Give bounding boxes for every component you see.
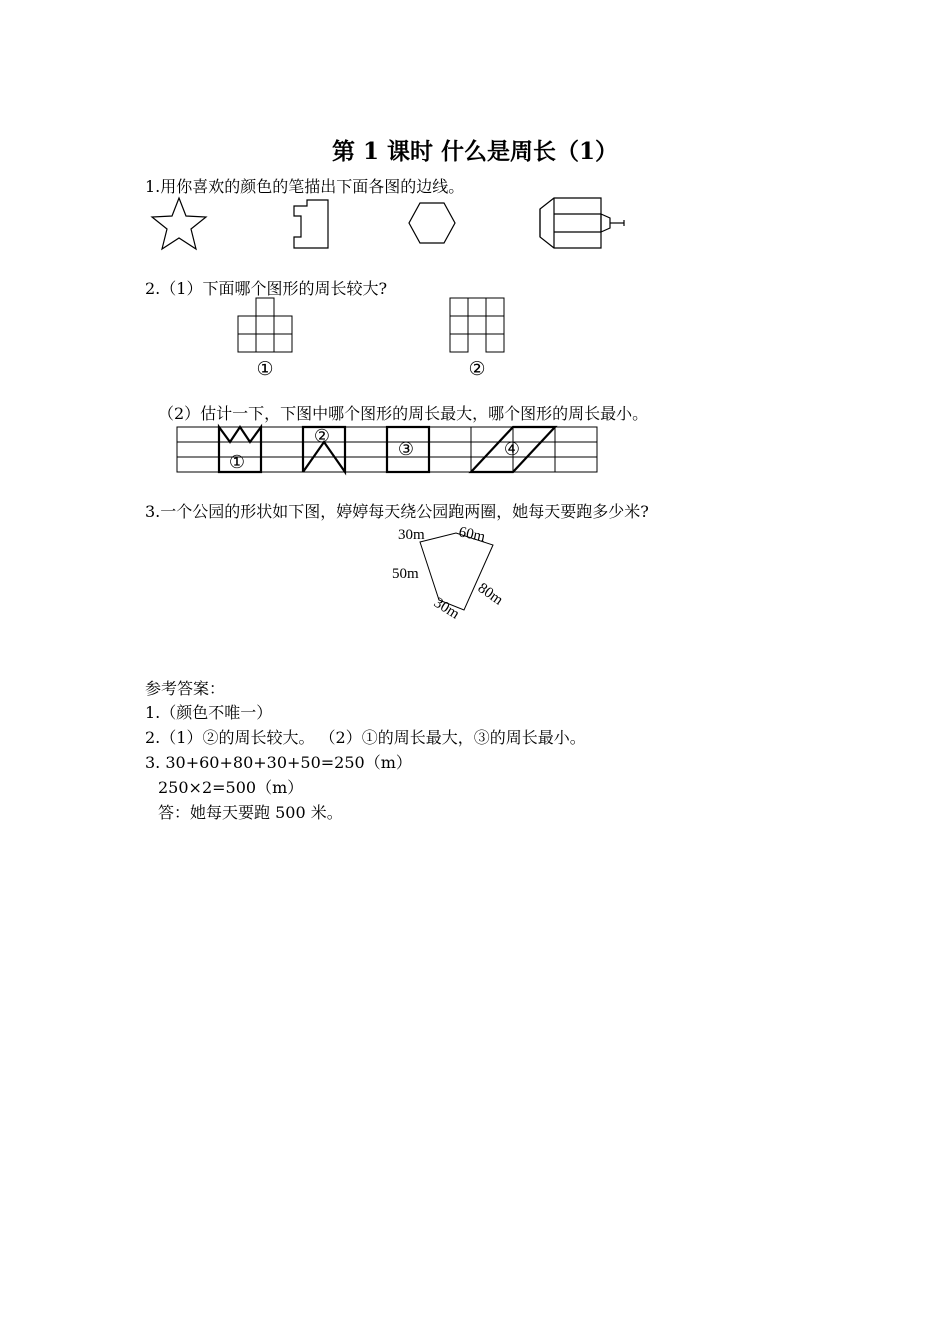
figure-1-grid bbox=[238, 298, 292, 352]
side-label-right: 80m bbox=[474, 580, 506, 609]
strip-label-3: ③ bbox=[397, 439, 415, 459]
answers-heading: 参考答案： bbox=[145, 679, 226, 698]
hexagon-shape bbox=[409, 203, 455, 243]
question-2-part2-text: （2）估计一下，下图中哪个图形的周长最大，哪个图形的周长最小。 bbox=[158, 404, 649, 423]
answer-3-line-2: 250×2=500（m） bbox=[158, 778, 304, 797]
strip-label-1: ① bbox=[228, 452, 246, 472]
star-shape bbox=[152, 198, 206, 249]
answer-3-line-3: 答：她每天要跑 500 米。 bbox=[158, 803, 343, 822]
side-label-top-right: 60m bbox=[457, 524, 487, 546]
figure-1-label: ① bbox=[256, 359, 274, 380]
figure-2-grid bbox=[450, 298, 504, 352]
side-label-bottom: 30m bbox=[430, 594, 462, 623]
page-title: 第 1 课时 什么是周长（1） bbox=[331, 138, 619, 165]
rocket-shape bbox=[540, 198, 624, 248]
answer-1: 1.（颜色不唯一） bbox=[145, 703, 273, 722]
strip-label-2: ② bbox=[313, 426, 331, 446]
side-label-top-left: 30m bbox=[398, 527, 425, 543]
notched-shape bbox=[294, 200, 328, 248]
question-3-text: 3.一个公园的形状如下图，婷婷每天绕公园跑两圈，她每天要跑多少米? bbox=[145, 502, 649, 521]
side-label-left: 50m bbox=[392, 566, 419, 582]
answer-2: 2.（1）②的周长较大。 （2）①的周长最大，③的周长最小。 bbox=[145, 728, 586, 747]
question-1-shapes bbox=[140, 192, 660, 256]
figure-2-label: ② bbox=[468, 359, 486, 380]
question-2-strip bbox=[170, 420, 610, 480]
question-2-part1-text: 2.（1）下面哪个图形的周长较大? bbox=[145, 279, 388, 298]
strip-label-4: ④ bbox=[503, 439, 521, 459]
question-2-figures bbox=[230, 294, 530, 384]
answer-3-line-1: 3. 30+60+80+30+50=250（m） bbox=[145, 753, 412, 772]
park-diagram bbox=[380, 515, 530, 630]
question-1-text: 1.用你喜欢的颜色的笔描出下面各图的边线。 bbox=[145, 177, 465, 196]
